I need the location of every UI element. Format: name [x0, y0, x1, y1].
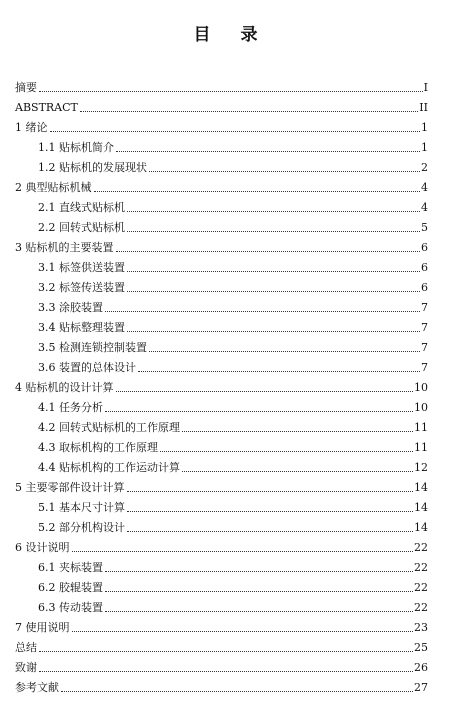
toc-dot-leader	[182, 471, 413, 472]
toc-dot-leader	[127, 231, 420, 232]
toc-entry-label: 3.1 标签供送装置	[38, 261, 125, 274]
toc-dot-leader	[94, 191, 421, 192]
toc-entry-page-number: 26	[414, 661, 428, 674]
toc-entry-label: 6.2 胶辊装置	[38, 581, 103, 594]
toc-entry-page-number: 7	[421, 341, 428, 354]
toc-entry-page-number: 22	[414, 601, 428, 614]
toc-entry-label: 6 设计说明	[15, 541, 70, 554]
toc-entry[interactable]	[15, 295, 428, 315]
toc-entry-page-number: 11	[414, 441, 428, 454]
toc-list	[15, 75, 428, 695]
toc-dot-leader	[116, 391, 414, 392]
toc-dot-leader	[127, 271, 420, 272]
toc-entry-page-number: 10	[414, 401, 428, 414]
toc-entry-page-number: 7	[421, 301, 428, 314]
toc-dot-leader	[127, 291, 420, 292]
toc-entry[interactable]	[15, 215, 428, 235]
toc-dot-leader	[80, 111, 418, 112]
toc-dot-leader	[105, 611, 413, 612]
toc-dot-leader	[127, 531, 413, 532]
toc-entry[interactable]	[15, 255, 428, 275]
toc-entry[interactable]	[15, 95, 428, 115]
toc-dot-leader	[182, 431, 413, 432]
toc-dot-leader	[39, 671, 413, 672]
toc-entry-label: 2 典型贴标机械	[15, 181, 92, 194]
toc-entry[interactable]	[15, 275, 428, 295]
toc-entry-page-number: 1	[421, 141, 428, 154]
toc-entry-label: 6.3 传动装置	[38, 601, 103, 614]
toc-entry[interactable]	[15, 495, 428, 515]
toc-entry[interactable]	[15, 395, 428, 415]
toc-entry-page-number: 23	[414, 621, 428, 634]
toc-entry-label: 致谢	[15, 661, 37, 674]
toc-entry-label: 7 使用说明	[15, 621, 70, 634]
toc-entry-label: 4.1 任务分析	[38, 401, 103, 414]
toc-entry-page-number: 6	[421, 261, 428, 274]
toc-dot-leader	[72, 551, 414, 552]
toc-dot-leader	[61, 691, 413, 692]
toc-dot-leader	[127, 511, 413, 512]
toc-title: 目 录	[193, 25, 270, 45]
toc-entry-page-number: 1	[421, 121, 428, 134]
toc-dot-leader	[105, 591, 413, 592]
toc-entry-page-number: 6	[421, 241, 428, 254]
toc-entry-label: 3 贴标机的主要装置	[15, 241, 114, 254]
toc-dot-leader	[39, 651, 413, 652]
toc-entry-label: 4.4 贴标机构的工作运动计算	[38, 461, 180, 474]
toc-dot-leader	[116, 151, 420, 152]
toc-entry-page-number: 2	[421, 161, 428, 174]
toc-entry[interactable]	[15, 75, 428, 95]
toc-entry-page-number: 22	[414, 541, 428, 554]
toc-entry-page-number: 22	[414, 581, 428, 594]
toc-entry-page-number: 6	[421, 281, 428, 294]
toc-dot-leader	[105, 411, 413, 412]
toc-entry-page-number: 14	[414, 501, 428, 514]
toc-entry-label: 1.1 贴标机简介	[38, 141, 114, 154]
toc-entry-label: 6.1 夹标装置	[38, 561, 103, 574]
toc-entry-label: 4.2 回转式贴标机的工作原理	[38, 421, 180, 434]
toc-dot-leader	[160, 451, 413, 452]
toc-entry-label: 1 绪论	[15, 121, 48, 134]
toc-entry[interactable]	[15, 135, 428, 155]
toc-entry-page-number: 10	[414, 381, 428, 394]
toc-dot-leader	[138, 371, 420, 372]
toc-entry[interactable]	[15, 355, 428, 375]
toc-dot-leader	[127, 211, 420, 212]
toc-entry-page-number: 4	[421, 201, 428, 214]
toc-entry-label: 3.5 检测连锁控制装置	[38, 341, 147, 354]
toc-entry[interactable]	[15, 375, 428, 395]
toc-entry-label: 总结	[15, 641, 37, 654]
toc-entry-label: 5.2 部分机构设计	[38, 521, 125, 534]
toc-entry[interactable]	[15, 415, 428, 435]
toc-entry[interactable]	[15, 455, 428, 475]
toc-entry-page-number: 14	[414, 481, 428, 494]
toc-entry-page-number: 11	[414, 421, 428, 434]
toc-entry-label: 2.1 直线式贴标机	[38, 201, 125, 214]
toc-dot-leader	[149, 171, 420, 172]
toc-dot-leader	[127, 331, 420, 332]
toc-entry-label: 5.1 基本尺寸计算	[38, 501, 125, 514]
toc-entry-page-number: 22	[414, 561, 428, 574]
toc-dot-leader	[149, 351, 420, 352]
toc-entry-label: 参考文献	[15, 681, 59, 694]
toc-entry[interactable]	[15, 675, 428, 695]
toc-entry[interactable]	[15, 635, 428, 655]
toc-entry-label: 3.4 贴标整理装置	[38, 321, 125, 334]
toc-entry-label: 3.3 涂胶装置	[38, 301, 103, 314]
toc-entry[interactable]	[15, 655, 428, 675]
toc-entry[interactable]	[15, 615, 428, 635]
toc-dot-leader	[39, 91, 423, 92]
toc-entry[interactable]	[15, 155, 428, 175]
toc-dot-leader	[116, 251, 421, 252]
toc-entry[interactable]	[15, 115, 428, 135]
toc-entry-page-number: 27	[414, 681, 428, 694]
toc-dot-leader	[105, 311, 420, 312]
toc-entry-label: 摘要	[15, 81, 37, 94]
toc-entry-page-number: 25	[414, 641, 428, 654]
toc-dot-leader	[72, 631, 414, 632]
toc-entry-label: 4.3 取标机构的工作原理	[38, 441, 158, 454]
toc-entry[interactable]	[15, 575, 428, 595]
toc-entry-label: 5 主要零部件设计计算	[15, 481, 125, 494]
toc-entry-label: 2.2 回转式贴标机	[38, 221, 125, 234]
toc-entry[interactable]	[15, 535, 428, 555]
toc-entry-page-number: II	[419, 101, 428, 114]
toc-entry-label: 3.2 标签传送装置	[38, 281, 125, 294]
toc-entry[interactable]	[15, 175, 428, 195]
toc-entry-page-number: I	[423, 81, 428, 94]
toc-entry-label: ABSTRACT	[15, 101, 78, 114]
toc-dot-leader	[105, 571, 413, 572]
toc-entry-page-number: 7	[421, 321, 428, 334]
toc-dot-leader	[50, 131, 421, 132]
toc-entry-label: 1.2 贴标机的发展现状	[38, 161, 147, 174]
toc-entry[interactable]	[15, 315, 428, 335]
toc-entry-label: 4 贴标机的设计计算	[15, 381, 114, 394]
toc-entry[interactable]	[15, 555, 428, 575]
toc-entry-label: 3.6 装置的总体设计	[38, 361, 136, 374]
toc-dot-leader	[127, 491, 414, 492]
toc-entry[interactable]	[15, 335, 428, 355]
toc-entry-page-number: 4	[421, 181, 428, 194]
toc-entry-page-number: 7	[421, 361, 428, 374]
toc-entry[interactable]	[15, 475, 428, 495]
toc-entry-page-number: 12	[414, 461, 428, 474]
toc-entry[interactable]	[15, 595, 428, 615]
toc-entry-page-number: 14	[414, 521, 428, 534]
toc-entry[interactable]	[15, 235, 428, 255]
toc-entry[interactable]	[15, 435, 428, 455]
toc-entry[interactable]	[15, 515, 428, 535]
toc-entry[interactable]	[15, 195, 428, 215]
toc-entry-page-number: 5	[421, 221, 428, 234]
